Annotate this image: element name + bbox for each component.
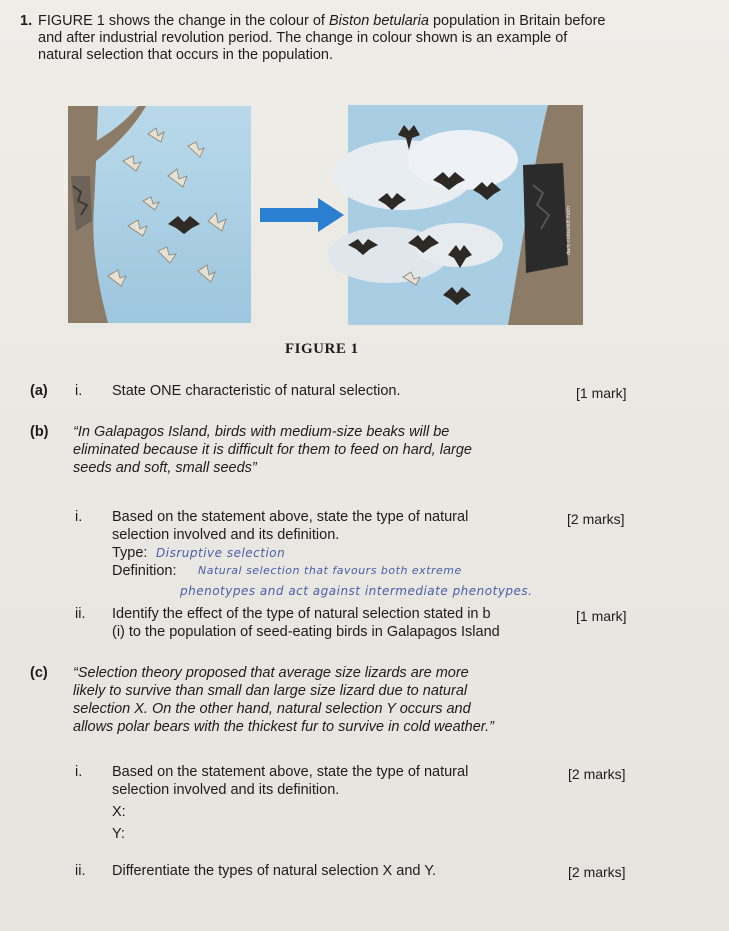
- part-c-quote-line-4: allows polar bears with the thickest fur to survive in cold weather.”: [73, 719, 494, 735]
- part-c-i-line-2: selection involved and its definition.: [112, 782, 340, 798]
- part-c-i-marks: [2 marks]: [568, 766, 626, 782]
- figure-panel-before: [63, 106, 251, 323]
- type-label: Type:: [112, 545, 148, 561]
- part-b-ii-number: ii.: [75, 606, 86, 622]
- question-intro-line-3: natural selection that occurs in the population.: [38, 47, 334, 63]
- part-a-sub-number: i.: [75, 383, 83, 399]
- part-b-quote-line-1: “In Galapagos Island, birds with medium-size beaks will be: [73, 424, 450, 440]
- dark-environment-illustration: [348, 105, 583, 325]
- part-c-i-line-1: Based on the statement above, state the type of natural: [112, 764, 469, 780]
- species-name: Biston betularia: [328, 13, 429, 29]
- part-b-ii-marks: [1 mark]: [576, 608, 627, 624]
- part-c-quote-line-3: selection X. On the other hand, natural selection Y occurs and: [73, 701, 471, 717]
- part-b-i-number: i.: [75, 509, 83, 525]
- part-b-i-line-1: Based on the statement above, state the type of natural: [112, 509, 469, 525]
- part-b-ii-line-2: (i) to the population of seed-eating birds in Galapagos Island: [112, 624, 500, 640]
- part-b-ii-line-1: Identify the effect of the type of natural selection stated in b: [112, 606, 491, 622]
- part-c-label: (c): [30, 665, 48, 681]
- type-answer: Disruptive selection: [156, 546, 286, 560]
- part-c-ii-marks: [2 marks]: [568, 864, 626, 880]
- definition-label: Definition:: [112, 563, 177, 579]
- part-b-quote-line-2: eliminated because it is difficult for them to feed on hard, large: [73, 442, 472, 458]
- y-label: Y:: [112, 826, 125, 842]
- part-b-i-line-2: selection involved and its definition.: [112, 527, 340, 543]
- light-environment-illustration: [63, 106, 251, 323]
- part-a-marks: [1 mark]: [576, 385, 627, 401]
- x-label: X:: [112, 804, 126, 820]
- part-c-i-number: i.: [75, 764, 83, 780]
- right-figure-label: dark-coloured moth: [566, 205, 572, 255]
- part-b-quote-line-3: seeds and soft, small seeds”: [73, 460, 257, 476]
- part-b-label: (b): [30, 424, 49, 440]
- definition-answer-line-2: phenotypes and act against intermediate phenotypes.: [180, 584, 533, 598]
- figure-panel-after: [348, 105, 583, 325]
- question-number: 1.: [20, 13, 33, 29]
- question-intro-line-2: and after industrial revolution period. The change in colour shown is an example of: [38, 30, 568, 46]
- part-c-quote-line-1: “Selection theory proposed that average size lizards are more: [73, 665, 469, 681]
- definition-answer-line-1: Natural selection that favours both extreme: [198, 564, 462, 577]
- part-a-question: State ONE characteristic of natural selection.: [112, 383, 401, 399]
- part-b-i-marks: [2 marks]: [567, 511, 625, 527]
- figure-caption: FIGURE 1: [285, 341, 359, 357]
- left-figure-label: light-coloured moth: [63, 158, 69, 208]
- part-a-label: (a): [30, 383, 48, 399]
- part-c-ii-number: ii.: [75, 863, 86, 879]
- arrow-right-icon: [258, 196, 346, 234]
- part-c-quote-line-2: likely to survive than small dan large size lizard due to natural: [73, 683, 468, 699]
- question-intro-line-1: FIGURE 1 shows the change in the colour of Biston betularia population in Britain before: [38, 13, 606, 29]
- part-c-ii-question: Differentiate the types of natural selection X and Y.: [112, 863, 437, 879]
